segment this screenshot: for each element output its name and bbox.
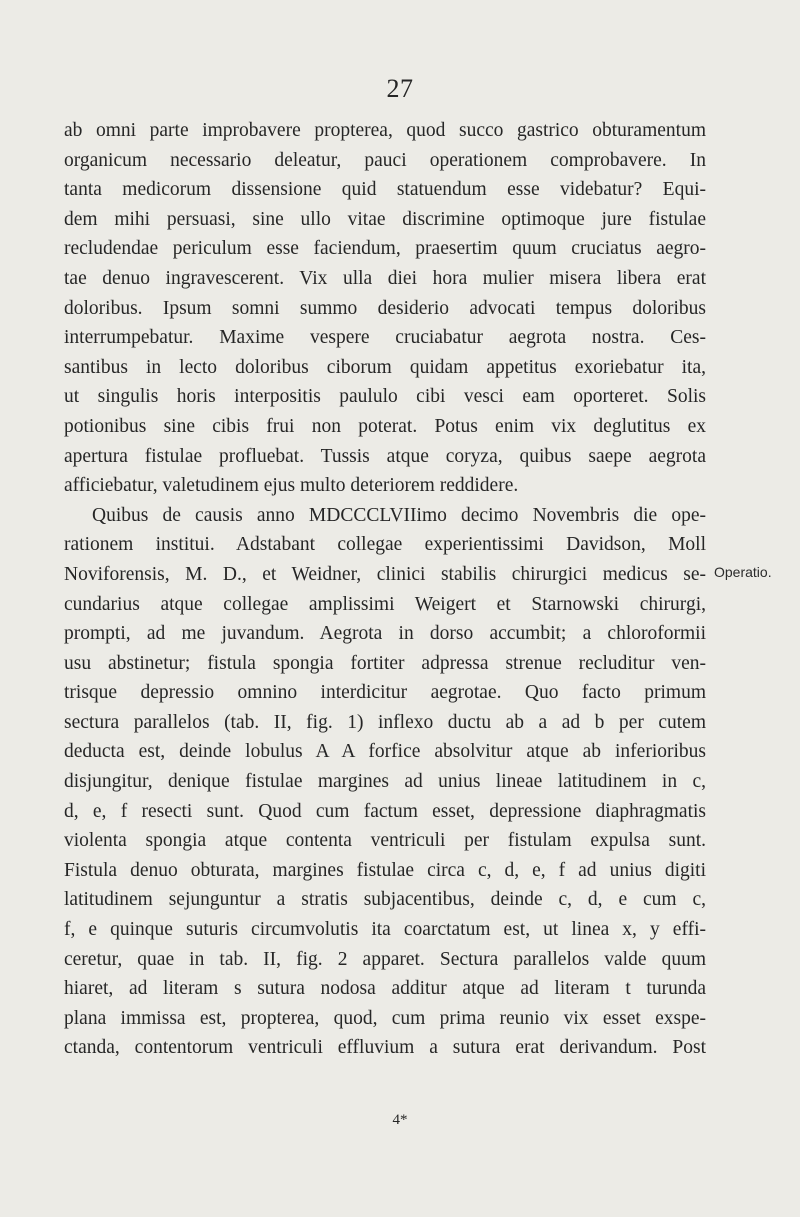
- body-text: [64, 116, 706, 1063]
- text-line: latitudinem sejunguntur a stratis subjacentibus, deinde c, d, e cum c,: [64, 889, 706, 911]
- text-line: rationem institui. Adstabant collegae experientissimi Davidson, Moll: [64, 534, 706, 556]
- text-line: recludendae periculum esse faciendum, praesertim quum cruciatus aegro-: [64, 238, 706, 260]
- text-line: prompti, ad me juvandum. Aegrota in dorso accumbit; a chloroformii: [64, 623, 706, 645]
- text-line: usu abstinetur; fistula spongia fortiter adpressa strenue recluditur ven-: [64, 652, 706, 674]
- text-line: ut singulis horis interpositis paululo cibi vesci eam oporteret. Solis: [64, 386, 706, 408]
- text-line: f, e quinque suturis circumvolutis ita coarctatum est, ut linea x, y effi-: [64, 919, 706, 941]
- text-line: ab omni parte improbavere propterea, quod succo gastrico obturamentum: [64, 120, 706, 141]
- text-line: ctanda, contentorum ventriculi effluvium a sutura erat derivandum. Post: [64, 1037, 706, 1059]
- text-line: plana immissa est, propterea, quod, cum prima reunio vix esset exspe-: [64, 1007, 706, 1029]
- text-line: apertura fistulae profluebat. Tussis atque coryza, quibus saepe aegrota: [64, 445, 706, 467]
- text-line: violenta spongia atque contenta ventriculi per fistulam expulsa sunt.: [64, 830, 706, 852]
- text-line: ceretur, quae in tab. II, fig. 2 apparet. Sectura parallelos valde quum: [64, 948, 706, 970]
- text-line: trisque depressio omnino interdicitur aegrotae. Quo facto primum: [64, 682, 706, 704]
- signature-mark: 4*: [392, 1112, 408, 1128]
- text-line: potionibus sine cibis frui non poterat. Potus enim vix deglutitus ex: [64, 415, 706, 437]
- text-line: afficiebatur, valetudinem ejus multo deteriorem reddidere.: [64, 475, 519, 497]
- text-line: hiaret, ad literam s sutura nodosa additur atque ad literam t turunda: [64, 978, 706, 1000]
- text-line: Quibus de causis anno MDCCCLVIIimo decimo Novembris die ope-: [92, 504, 706, 526]
- text-line: Fistula denuo obturata, margines fistulae circa c, d, e, f ad unius digiti: [64, 859, 706, 881]
- text-line: doloribus. Ipsum somni summo desiderio advocati tempus doloribus: [64, 297, 706, 319]
- text-line: deducta est, deinde lobulus A A forfice absolvitur atque ab inferioribus: [64, 741, 706, 763]
- margin-note: Operatio.: [714, 564, 772, 580]
- text-line: tanta medicorum dissensione quid statuendum esse videbatur? Equi-: [64, 179, 706, 201]
- text-line: organicum necessario deleatur, pauci operationem comprobavere. In: [64, 149, 706, 171]
- text-line: dem mihi persuasi, sine ullo vitae discrimine optimoque jure fistulae: [64, 208, 706, 230]
- text-line: sectura parallelos (tab. II, fig. 1) inflexo ductu ab a ad b per cutem: [64, 711, 706, 733]
- text-line: tae denuo ingravescerent. Vix ulla diei hora mulier misera libera erat: [64, 267, 706, 289]
- page-number: 27: [386, 74, 414, 103]
- text-line: disjungitur, denique fistulae margines ad unius lineae latitudinem in c,: [64, 771, 706, 793]
- text-line: santibus in lecto doloribus ciborum quidam appetitus exoriebatur ita,: [64, 356, 706, 378]
- text-line: Noviforensis, M. D., et Weidner, clinici stabilis chirurgici medicus se-: [64, 563, 706, 585]
- text-line: d, e, f resecti sunt. Quod cum factum esset, depressione diaphragmatis: [64, 800, 706, 822]
- text-line: cundarius atque collegae amplissimi Weigert et Starnowski chirurgi,: [64, 593, 706, 615]
- text-line: interrumpebatur. Maxime vespere cruciabatur aegrota nostra. Ces-: [64, 327, 706, 349]
